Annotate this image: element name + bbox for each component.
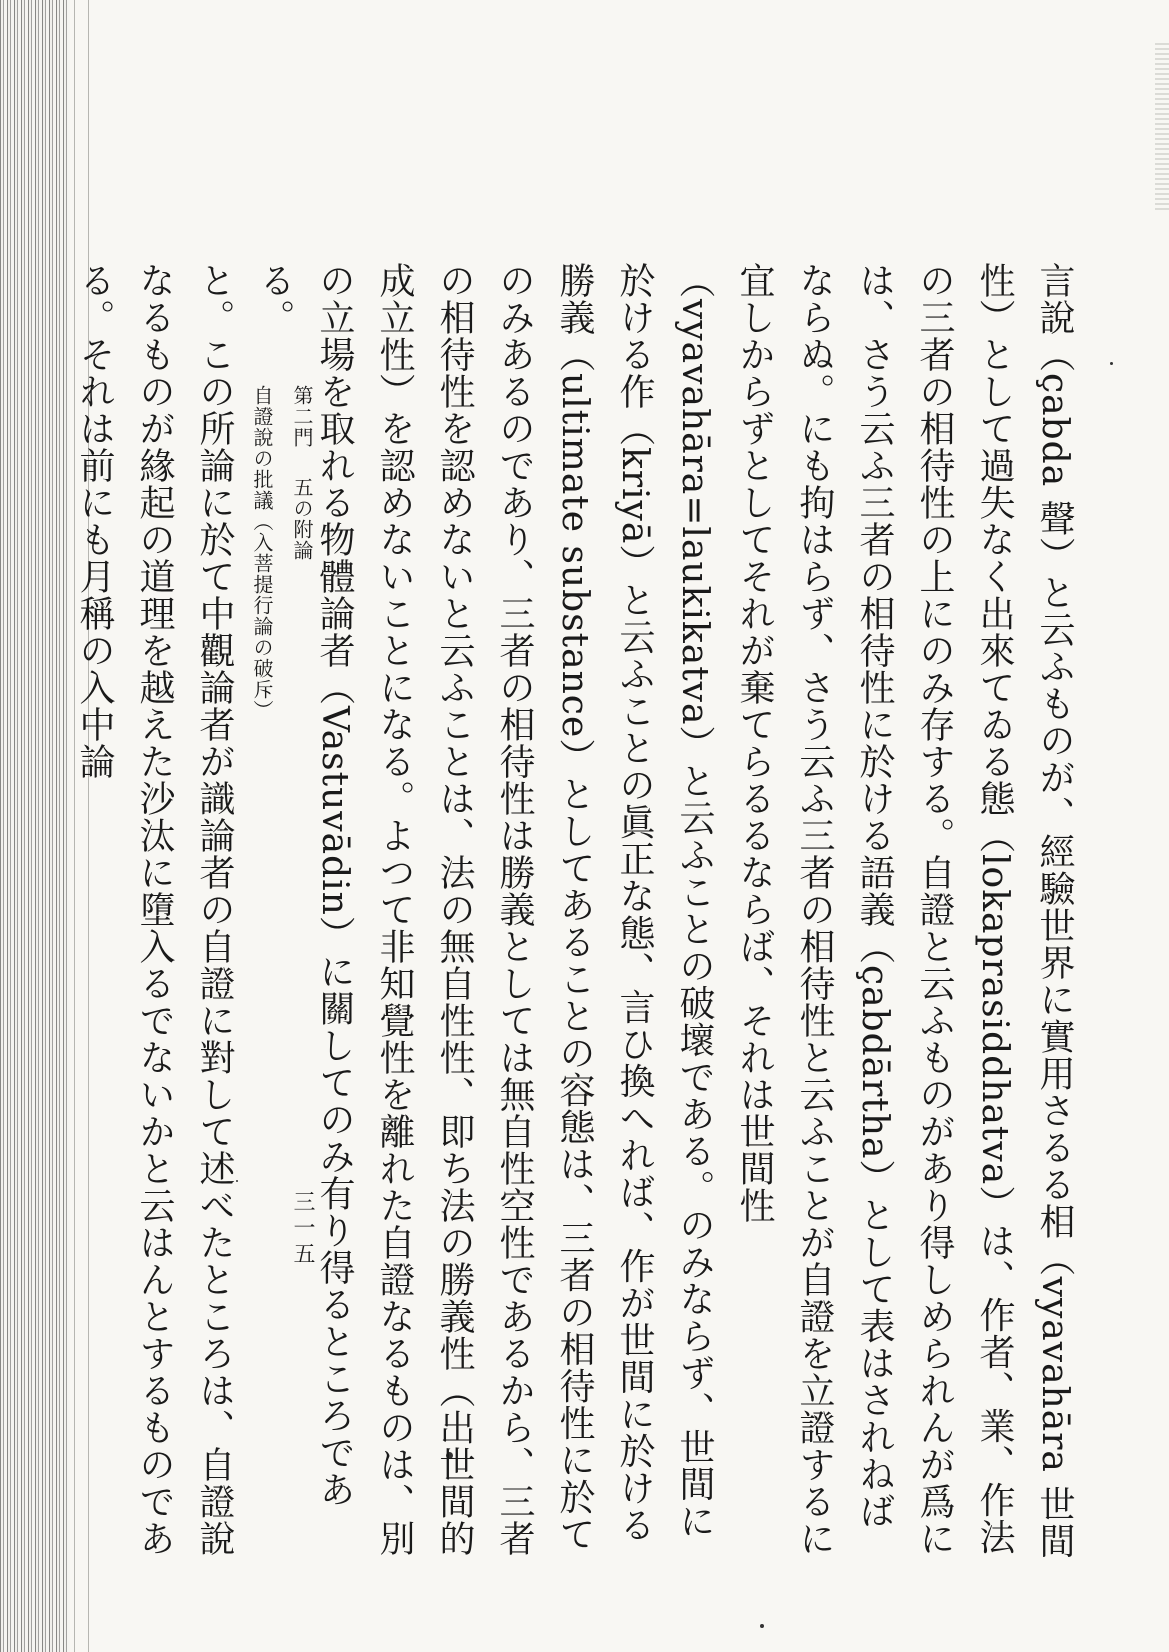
- chapter-title: 自證說の批議（入菩提行論の破斥）: [250, 385, 274, 721]
- running-header: [250, 385, 322, 945]
- chapter-label: 五の附論: [290, 477, 314, 562]
- ink-speck: [760, 1624, 764, 1628]
- section-label: 第二門: [290, 385, 314, 448]
- page-number: 三一五: [290, 1190, 315, 1268]
- binding-edge: [0, 0, 70, 1652]
- paragraph: 言說（çabda 聲）と云ふものが、經驗世界に實用さるる相（vyavahāra 世間性）として過失なく出來てゐる態（lokaprasiddhatva）は、作者、業、作法の三者の相待性の上にのみ存する。自證と云ふものがあり得しめられんが爲には、さう云ふ三者の相待性に於ける語義（çabdārtha）として表はされねばならぬ。にも拘はらず、さう云ふ三者の相待性と云ふことが自證を立證するに宜しからずとしてそれが棄てらるるならば、それは世間性（vyavahāra=laukikatva）と云ふことの破壞である。のみならず、世間に於ける作（kriyā）と云ふことの眞正な態、言ひ換へれば、作が世間に於ける勝義（ultimate substance）としてあることの容態は、三者の相待性に於てのみあるのであり、三者の相待性は勝義としては無自性空性であるから、三者の相待性を認めないと云ふことは、法の無自性性、即ち法の勝義性（出世間的成立性）を認めないことになる。よつて非知覺性を離れた自證なるものは、別の立場を取れる物體論者（Vastuvādin）に關してのみ有り得るところである。: [254, 262, 1075, 1560]
- ink-speck: [1110, 362, 1113, 365]
- page-edge-shadow: [1155, 40, 1169, 210]
- paragraph: と。この所論に於て中觀論者が識論者の自證に對して述べたところは、自證說なるものが緣起の道理を越えた沙汰に墮入るでないかと云はんとするものである。それは前にも月稱の入中論: [74, 262, 235, 1557]
